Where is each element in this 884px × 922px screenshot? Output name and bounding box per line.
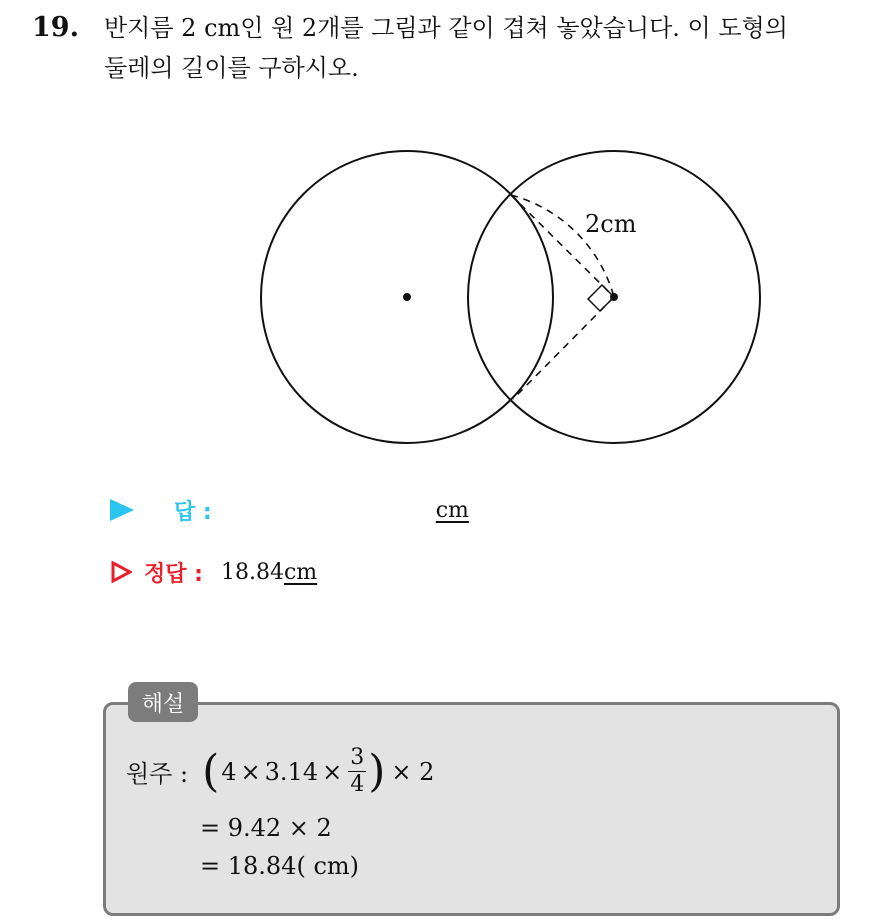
explanation-box	[103, 702, 840, 916]
question-number: 19.	[32, 12, 79, 43]
question-text-line-1: 반지름 2 cm인 원 2개를 그림과 같이 겹쳐 놓았습니다. 이 도형의	[104, 14, 788, 42]
dashed-radius-lower	[513, 297, 614, 399]
right-angle-mark	[588, 285, 614, 311]
times-sign-2: ×	[322, 757, 343, 786]
factor-a: 4	[221, 757, 237, 786]
fraction-numerator: 3	[350, 745, 365, 770]
fraction-denominator: 4	[350, 772, 365, 797]
times-sign-1: ×	[240, 757, 261, 786]
correct-label: 정답 :	[144, 561, 203, 587]
overlapping-circles-figure	[250, 140, 770, 460]
correct-marker-icon	[110, 561, 132, 583]
line1-suffix: × 2	[391, 757, 435, 786]
close-paren: )	[368, 745, 386, 797]
open-paren: (	[202, 745, 220, 797]
explanation-line-2: = 9.42 × 2	[200, 814, 332, 842]
radius-label: 2cm	[585, 210, 637, 238]
correct-value: 18.84	[220, 559, 284, 585]
left-center-dot	[403, 293, 411, 301]
answer-unit: cm	[435, 497, 469, 523]
explanation-line-3: = 18.84( cm)	[200, 852, 359, 880]
answer-row	[110, 490, 469, 530]
correct-unit: cm	[283, 559, 318, 585]
question-text-line-2: 둘레의 길이를 구하시오.	[104, 54, 359, 82]
correct-answer-row	[110, 552, 317, 592]
factor-b: 3.14	[264, 757, 319, 786]
circumference-label: 원주 :	[126, 760, 189, 788]
answer-label: 답 :	[174, 499, 212, 525]
answer-marker-icon	[110, 499, 134, 521]
fraction	[348, 745, 366, 798]
explanation-line-1	[126, 745, 434, 798]
explanation-tag: 해설	[128, 682, 198, 722]
